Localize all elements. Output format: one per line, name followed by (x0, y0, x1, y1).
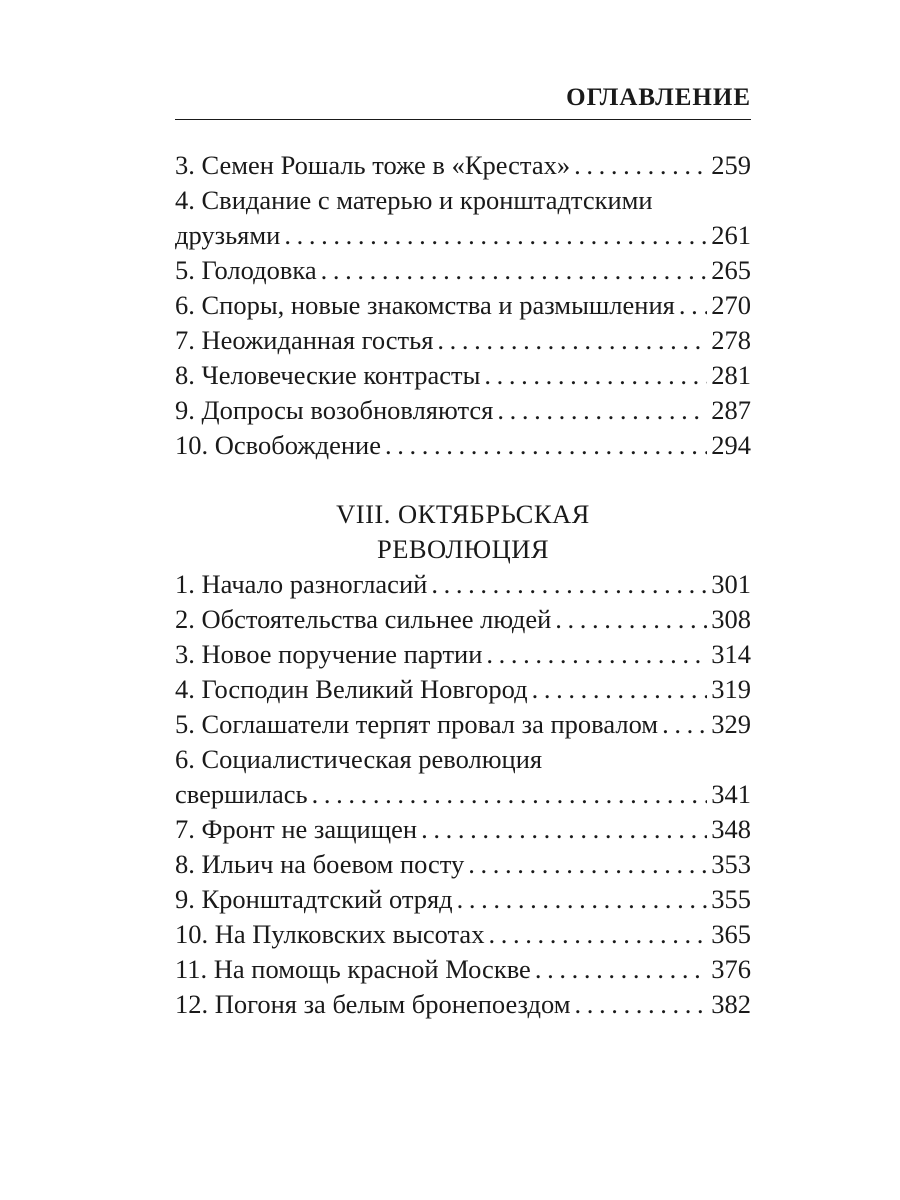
toc-entry[interactable] (175, 777, 751, 811)
toc-entry-page: 348 (711, 814, 751, 844)
section-heading-line2: РЕВОЛЮЦИЯ (376, 534, 550, 564)
toc-entry-page: 294 (711, 430, 751, 460)
dot-leader (497, 393, 707, 427)
toc-entry-title: друзьями (175, 220, 281, 250)
toc-entry[interactable] (175, 358, 751, 392)
toc-entry[interactable] (175, 847, 751, 881)
toc-entry-page: 301 (711, 569, 751, 599)
toc-entry[interactable] (175, 567, 751, 601)
toc-entry-page: 270 (711, 290, 751, 320)
toc-entry-page: 329 (711, 709, 751, 739)
toc-entry[interactable] (175, 428, 751, 462)
dot-leader (574, 148, 707, 182)
toc-entry-title: 12. Погоня за белым бронепоездом (175, 989, 571, 1019)
running-header (175, 83, 751, 113)
dot-leader (385, 428, 707, 462)
toc-entry-title: 4. Господин Великий Новгород (175, 674, 528, 704)
toc-entry[interactable] (175, 218, 751, 252)
toc-entry-title: 1. Начало разногласий (175, 569, 428, 599)
toc-entry-title: 9. Допросы возобновляются (175, 395, 494, 425)
dot-leader (321, 253, 708, 287)
toc-entry-title: 9. Кронштадтский отряд (175, 884, 453, 914)
dot-leader (555, 602, 707, 636)
dot-leader (486, 637, 707, 671)
toc-entry-title: 10. На Пулковских высотах (175, 919, 485, 949)
toc-entry-title: 10. Освобождение (175, 430, 381, 460)
dot-leader (421, 812, 707, 846)
toc-entry[interactable] (175, 707, 751, 741)
toc-entry-page: 353 (711, 849, 751, 879)
toc-entry-page: 341 (711, 779, 751, 809)
toc-entry-page: 261 (711, 220, 751, 250)
toc-entry[interactable] (175, 952, 751, 986)
toc-entry[interactable] (175, 882, 751, 916)
toc-entry-page: 278 (711, 325, 751, 355)
toc-entry[interactable] (175, 637, 751, 671)
toc-entry[interactable] (175, 323, 751, 357)
toc-entry-title: 6. Споры, новые знакомства и размышления (175, 290, 675, 320)
dot-leader (312, 777, 708, 811)
toc-entry-page: 382 (711, 989, 751, 1019)
dot-leader (457, 882, 708, 916)
toc-entry-page: 281 (711, 360, 751, 390)
toc-entry-page: 259 (711, 150, 751, 180)
toc-entry-title: 3. Новое поручение партии (175, 639, 483, 669)
header-rule (175, 119, 751, 120)
toc-entry[interactable] (175, 812, 751, 846)
dot-leader (662, 707, 707, 741)
toc-entry-page: 319 (711, 674, 751, 704)
dot-leader (679, 288, 707, 322)
section-heading-line1: VIII. ОКТЯБРЬСКАЯ (336, 499, 590, 529)
dot-leader (468, 847, 707, 881)
dot-leader (484, 358, 707, 392)
toc-entry-page: 355 (711, 884, 751, 914)
toc-entry-title: 8. Ильич на боевом посту (175, 849, 465, 879)
toc-entry-title-line1: 4. Свидание с матерью и кронштадтскими (175, 185, 653, 215)
toc-entry-title: 7. Фронт не защищен (175, 814, 418, 844)
toc-entry-page: 376 (711, 954, 751, 984)
toc-entry-title: 3. Семен Рошаль тоже в «Крестах» (175, 150, 571, 180)
toc-entry-page: 287 (711, 395, 751, 425)
dot-leader (488, 917, 707, 951)
toc-entry-page: 314 (711, 639, 751, 669)
toc-entry-title: 5. Соглашатели терпят провал за провалом (175, 709, 659, 739)
dot-leader (431, 567, 707, 601)
toc-entry-title: 11. На помощь красной Москве (175, 954, 531, 984)
toc-entry-page: 265 (711, 255, 751, 285)
dot-leader (575, 987, 708, 1021)
toc-entry-title-line1: 6. Социалистическая революция (175, 744, 543, 774)
toc-entry[interactable] (175, 672, 751, 706)
toc-entry-title: 5. Голодовка (175, 255, 317, 285)
dot-leader (284, 218, 707, 252)
header-title: ОГЛАВЛЕНИЕ (566, 84, 751, 111)
toc-entry-page: 308 (711, 604, 751, 634)
toc-entry[interactable] (175, 148, 751, 182)
toc-entry[interactable] (175, 393, 751, 427)
toc-entry-title: 8. Человеческие контрасты (175, 360, 481, 390)
toc-entry-title: свершилась (175, 779, 308, 809)
toc-entry-title: 7. Неожиданная гостья (175, 325, 434, 355)
toc-entry[interactable] (175, 288, 751, 322)
toc-entry[interactable] (175, 253, 751, 287)
toc-entry[interactable] (175, 917, 751, 951)
dot-leader (532, 672, 708, 706)
dot-leader (437, 323, 707, 357)
dot-leader (535, 952, 707, 986)
toc-entry-page: 365 (711, 919, 751, 949)
toc-entry[interactable] (175, 602, 751, 636)
toc-entry[interactable] (175, 987, 751, 1021)
toc-entry-title: 2. Обстоятельства сильнее людей (175, 604, 552, 634)
